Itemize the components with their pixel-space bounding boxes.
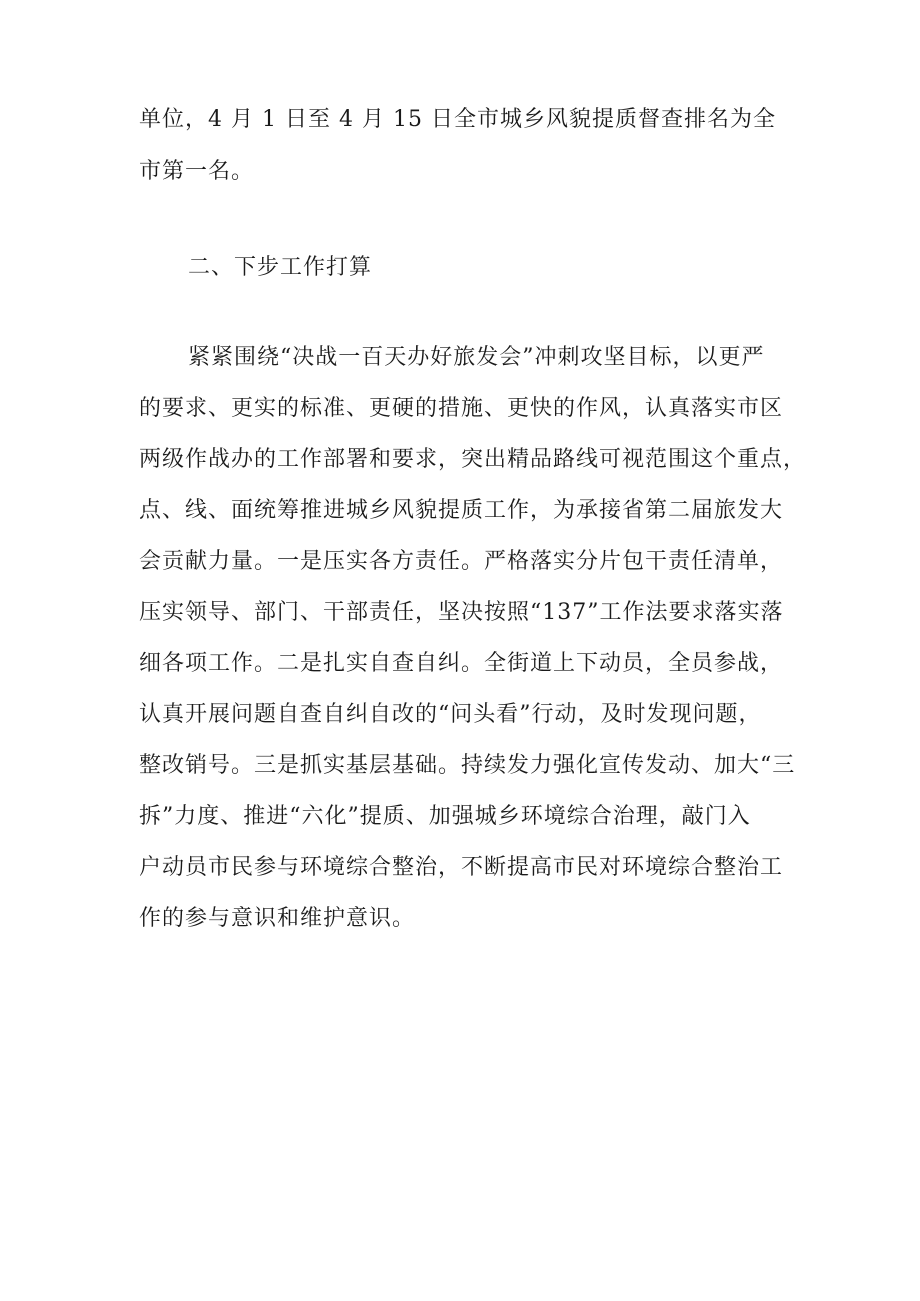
section-heading: 二、下步工作打算 (188, 255, 373, 280)
paragraph-line-7: 细各项工作。二是扎实自查自纠。全街道上下动员，全员参战， (139, 651, 784, 676)
paragraph-line-2: 的要求、更实的标准、更硬的措施、更快的作风，认真落实市区 (139, 396, 784, 421)
paragraph-line-12: 作的参与意识和维护意识。 (139, 906, 416, 931)
paragraph-line-8: 认真开展问题自查自纠自改的“问头看”行动，及时发现问题， (139, 702, 762, 727)
paragraph-line-4: 点、线、面统筹推进城乡风貌提质工作，为承接省第二届旅发大 (139, 498, 784, 523)
paragraph-line-3: 两级作战办的工作部署和要求，突出精品路线可视范围这个重点， (139, 447, 807, 472)
paragraph-line-5: 会贡献力量。一是压实各方责任。严格落实分片包干责任清单， (139, 549, 784, 574)
paragraph-line-11: 户动员市民参与环境综合整治，不断提高市民对环境综合整治工 (139, 855, 784, 880)
paragraph-line-9: 整改销号。三是抓实基层基础。持续发力强化宣传发动、加大“三 (139, 753, 796, 778)
continuation-line-2: 市第一名。 (139, 159, 255, 184)
paragraph-line-10: 拆”力度、推进“六化”提质、加强城乡环境综合治理，敲门入 (139, 804, 751, 829)
continuation-line-1: 单位，4 月 1 日至 4 月 15 日全市城乡风貌提质督查排名为全 (139, 107, 776, 132)
paragraph-line-1: 紧紧围绕“决战一百天办好旅发会”冲刺攻坚目标，以更严 (188, 345, 765, 370)
paragraph-line-6: 压实领导、部门、干部责任，坚决按照“137”工作法要求落实落 (139, 600, 784, 625)
